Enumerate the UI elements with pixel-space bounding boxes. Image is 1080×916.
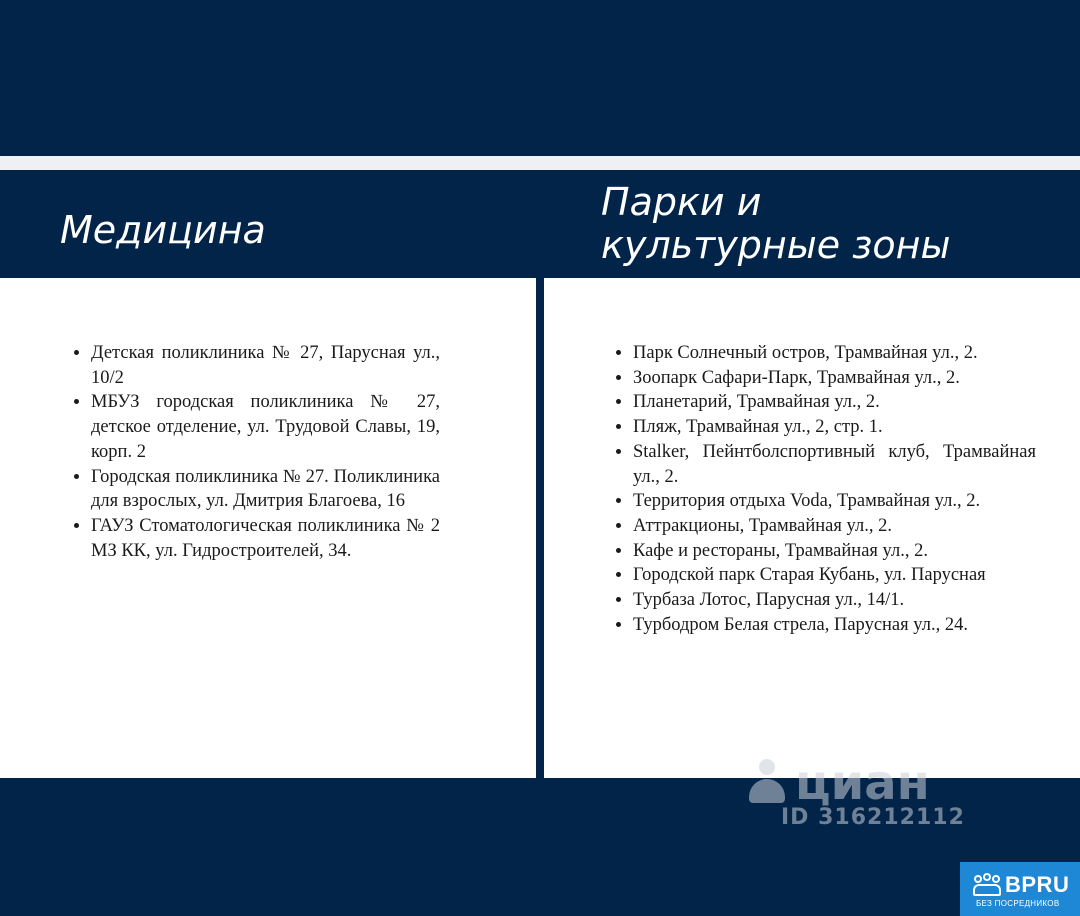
cian-watermark-brand: циан (795, 755, 930, 811)
cian-watermark-logo (745, 757, 985, 809)
list-item: • Аттракционы, Трамвайная ул., 2. (633, 514, 1036, 539)
cian-watermark-id: ID 316212112 (781, 805, 965, 830)
list-item: • Турбаза Лотос, Парусная ул., 14/1. (633, 588, 1036, 613)
list-item: • Stalker, Пейнтболспортивный клуб, Трамвайная ул., 2. (633, 440, 1036, 489)
person-icon (745, 759, 789, 807)
list-item: • Планетарий, Трамвайная ул., 2. (633, 390, 1036, 415)
list-item: • Детская поликлиника № 27, Парусная ул., 10/2 (91, 341, 440, 390)
list-item: • МБУЗ городская поликлиника № 27, детское отделение, ул. Трудовой Славы, 19, корп. 2 (91, 390, 440, 464)
list-item: • Городской парк Старая Кубань, ул. Парусная (633, 563, 1036, 588)
bpru-badge-subtitle: БЕЗ ПОСРЕДНИКОВ (976, 899, 1060, 908)
people-group-icon (973, 873, 1001, 897)
list-item: • ГАУЗ Стоматологическая поликлиника № 2 МЗ КК, ул. Гидростроителей, 34. (91, 514, 440, 563)
parks-heading-line-2: культурные зоны (601, 223, 951, 267)
top-divider-stripe (0, 156, 1080, 170)
list-item: • Территория отдыха Voda, Трамвайная ул., 2. (633, 489, 1036, 514)
list-item: • Городская поликлиника № 27. Поликлиника для взрослых, ул. Дмитрия Благоева, 16 (91, 465, 440, 514)
list-item: • Пляж, Трамвайная ул., 2, стр. 1. (633, 415, 1036, 440)
medicine-list (75, 341, 440, 563)
parks-heading (601, 181, 950, 267)
list-item: • Парк Солнечный остров, Трамвайная ул., 2. (633, 341, 1036, 366)
cian-watermark (745, 757, 985, 830)
list-item: • Зоопарк Сафари-Парк, Трамвайная ул., 2. (633, 366, 1036, 391)
medicine-heading: Медицина (60, 208, 266, 252)
bpru-badge (960, 862, 1080, 916)
list-item: • Кафе и рестораны, Трамвайная ул., 2. (633, 539, 1036, 564)
bpru-badge-brand: BPRU (1005, 872, 1070, 897)
list-item: • Турбодром Белая стрела, Парусная ул., 24. (633, 613, 1036, 638)
parks-list (617, 341, 1036, 637)
parks-heading-line-1: Парки и (601, 180, 762, 224)
